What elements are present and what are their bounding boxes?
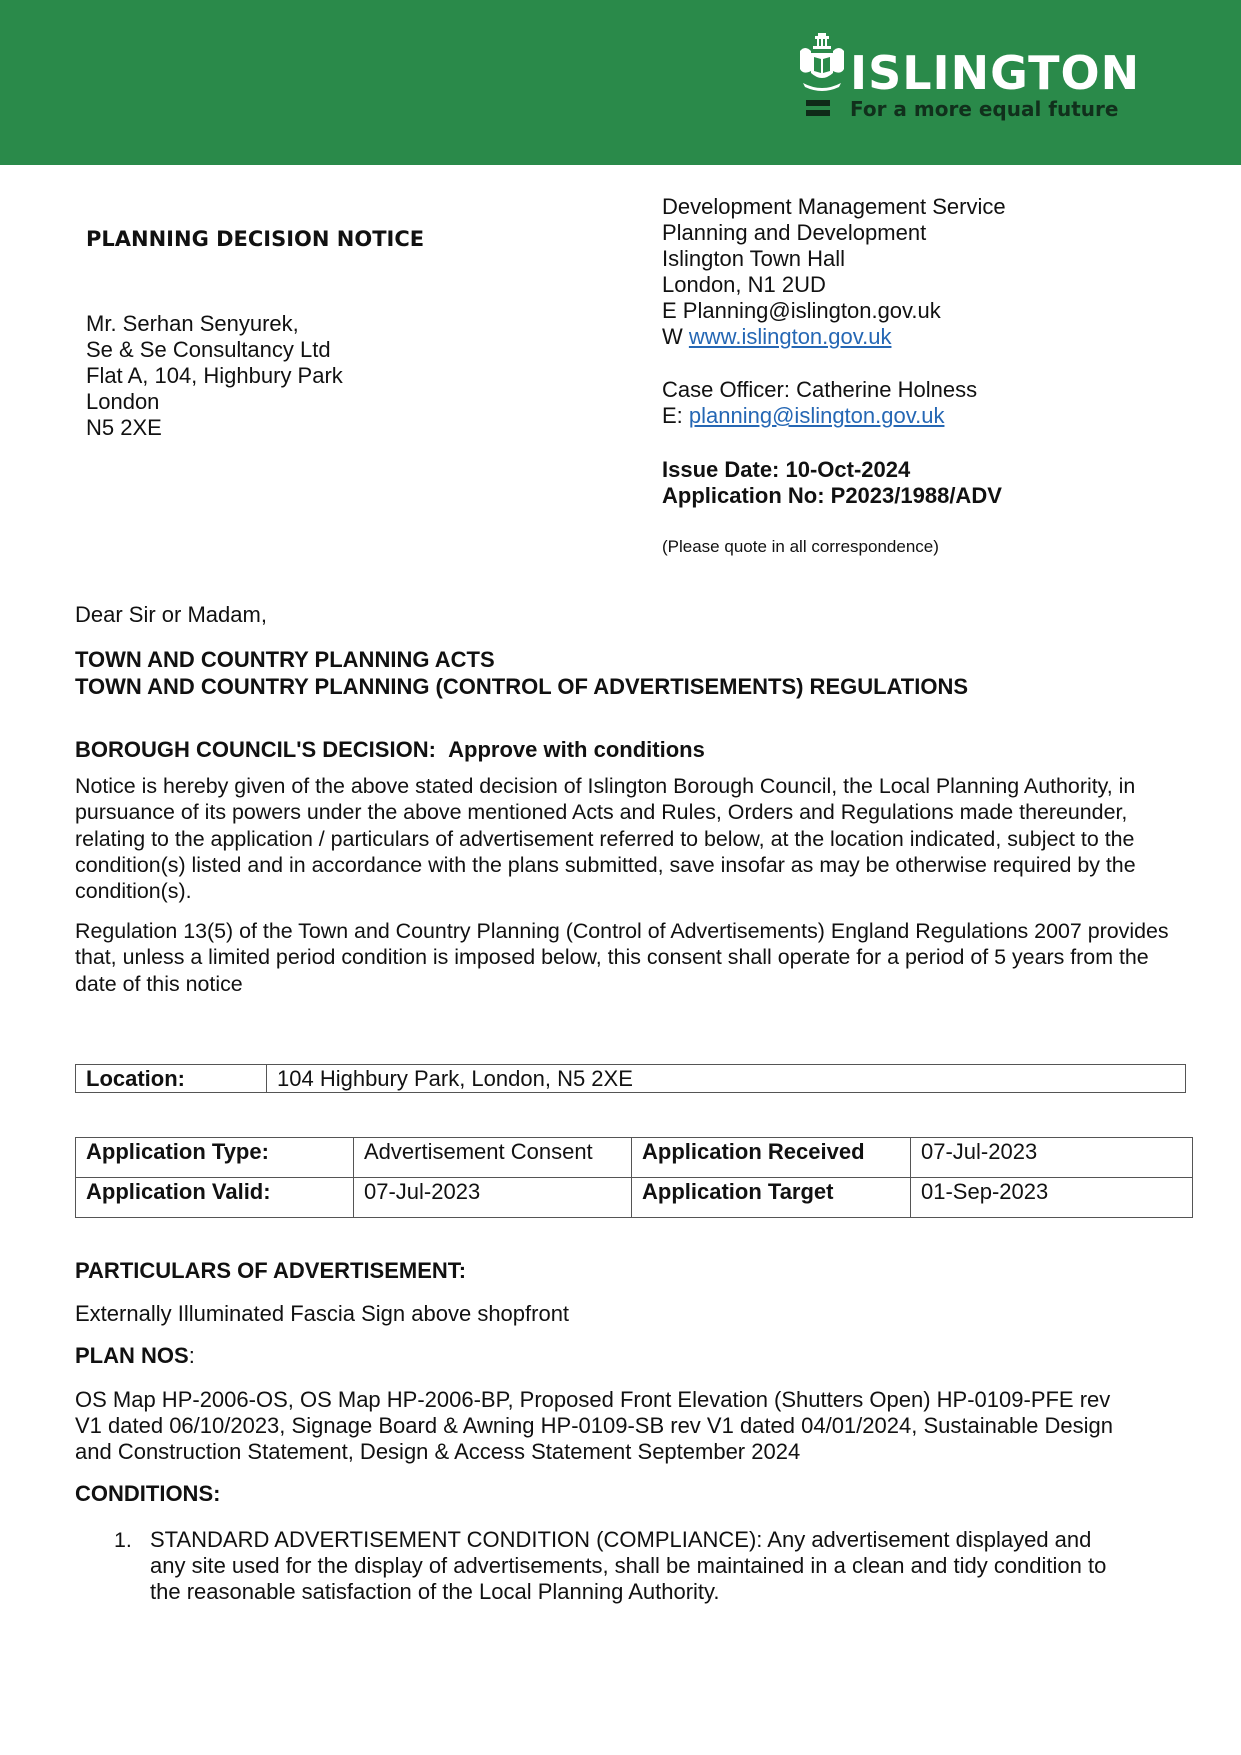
application-target-label: Application Target bbox=[632, 1178, 911, 1218]
recipient-line: Flat A, 104, Highbury Park bbox=[86, 363, 343, 388]
sender-web-line bbox=[662, 324, 891, 351]
application-type-label: Application Type: bbox=[76, 1138, 354, 1178]
islington-crest-icon bbox=[797, 31, 847, 97]
application-number: Application No: P2023/1988/ADV bbox=[662, 483, 1002, 508]
condition-line: STANDARD ADVERTISEMENT CONDITION (COMPLIANCE): Any advertisement displayed and bbox=[150, 1527, 1092, 1552]
table-row bbox=[76, 1065, 1186, 1093]
case-officer-email-line bbox=[662, 403, 944, 430]
sender-line: Islington Town Hall bbox=[662, 246, 846, 271]
table-row bbox=[76, 1138, 1193, 1178]
plan-nos-heading-line bbox=[75, 1343, 195, 1370]
recipient-line: Se & Se Consultancy Ltd bbox=[86, 337, 331, 362]
case-officer-email-link[interactable]: planning@islington.gov.uk bbox=[688, 403, 945, 428]
application-details-table bbox=[75, 1137, 1193, 1218]
recipient-line: N5 2XE bbox=[86, 415, 162, 440]
brand-name: ISLINGTON bbox=[850, 46, 1141, 100]
quote-note: (Please quote in all correspondence) bbox=[662, 537, 939, 556]
notice-paragraph: Notice is hereby given of the above stated decision of Islington Borough Council, the Local Planning Authority, in pursuance of its powers under the above mentioned Acts and Rules, Orders and Regulations made thereunder, relating to the application / particulars of advertisement referred to below, at the location indicated, subject to the condition(s) listed and in accordance with the plans submitted, save insofar as may be otherwise required by the condition(s). bbox=[75, 774, 1136, 904]
particulars-text: Externally Illuminated Fascia Sign above shopfront bbox=[75, 1301, 570, 1326]
salutation: Dear Sir or Madam, bbox=[75, 602, 267, 627]
regulation-paragraph: Regulation 13(5) of the Town and Country Planning (Control of Advertisements) England Regulations 2007 provides that, unless a limited period condition is imposed below, this consent shall operate for a period of 5 years from the date of this notice bbox=[75, 919, 1169, 996]
particulars-heading: PARTICULARS OF ADVERTISEMENT: bbox=[75, 1258, 467, 1283]
condition-number: 1. bbox=[114, 1528, 132, 1552]
conditions-heading: CONDITIONS: bbox=[75, 1481, 221, 1506]
table-row bbox=[76, 1178, 1193, 1218]
case-officer: Case Officer: Catherine Holness bbox=[662, 377, 978, 402]
plan-nos-colon: : bbox=[188, 1343, 195, 1368]
header-banner bbox=[0, 0, 1241, 165]
sender-line: Development Management Service bbox=[662, 194, 1006, 219]
location-label: Location: bbox=[76, 1065, 267, 1093]
sender-email-line: E Planning@islington.gov.uk bbox=[662, 298, 941, 323]
application-target-value: 01-Sep-2023 bbox=[911, 1178, 1193, 1218]
plan-nos-line: OS Map HP-2006-OS, OS Map HP-2006-BP, Proposed Front Elevation (Shutters Open) HP-0109-PFE rev bbox=[75, 1387, 1111, 1412]
notice-title: PLANNING DECISION NOTICE bbox=[86, 227, 425, 251]
recipient-line: Mr. Serhan Senyurek, bbox=[86, 311, 299, 336]
plan-nos-line: and Construction Statement, Design & Access Statement September 2024 bbox=[75, 1439, 801, 1464]
issue-date: Issue Date: 10-Oct-2024 bbox=[662, 457, 911, 482]
brand-tagline: For a more equal future bbox=[850, 97, 1119, 121]
acts-heading: TOWN AND COUNTRY PLANNING ACTS bbox=[75, 647, 495, 672]
regulations-heading: TOWN AND COUNTRY PLANNING (CONTROL OF ADVERTISEMENTS) REGULATIONS bbox=[75, 674, 969, 699]
condition-line: any site used for the display of advertisements, shall be maintained in a clean and tidy condition to bbox=[150, 1553, 1107, 1578]
application-received-label: Application Received bbox=[632, 1138, 911, 1178]
decision-line bbox=[75, 737, 705, 764]
application-type-value: Advertisement Consent bbox=[354, 1138, 632, 1178]
website-link[interactable]: www.islington.gov.uk bbox=[688, 324, 892, 349]
sender-line: Planning and Development bbox=[662, 220, 927, 245]
plan-nos-line: V1 dated 06/10/2023, Signage Board & Awning HP-0109-SB rev V1 dated 04/01/2024, Sustainable Design bbox=[75, 1413, 1114, 1438]
decision-value: Approve with conditions bbox=[448, 737, 705, 762]
brand-bars-icon bbox=[806, 100, 830, 116]
recipient-line: London bbox=[86, 389, 160, 414]
application-received-value: 07-Jul-2023 bbox=[911, 1138, 1193, 1178]
application-valid-label: Application Valid: bbox=[76, 1178, 354, 1218]
decision-label: BOROUGH COUNCIL'S DECISION: bbox=[75, 737, 436, 762]
location-table bbox=[75, 1064, 1186, 1093]
application-valid-value: 07-Jul-2023 bbox=[354, 1178, 632, 1218]
condition-line: the reasonable satisfaction of the Local Planning Authority. bbox=[150, 1579, 720, 1604]
sender-line: London, N1 2UD bbox=[662, 272, 826, 297]
email-prefix: E: bbox=[662, 403, 689, 428]
plan-nos-heading: PLAN NOS bbox=[75, 1343, 189, 1368]
web-prefix: W bbox=[662, 324, 689, 349]
location-value: 104 Highbury Park, London, N5 2XE bbox=[267, 1065, 1186, 1093]
